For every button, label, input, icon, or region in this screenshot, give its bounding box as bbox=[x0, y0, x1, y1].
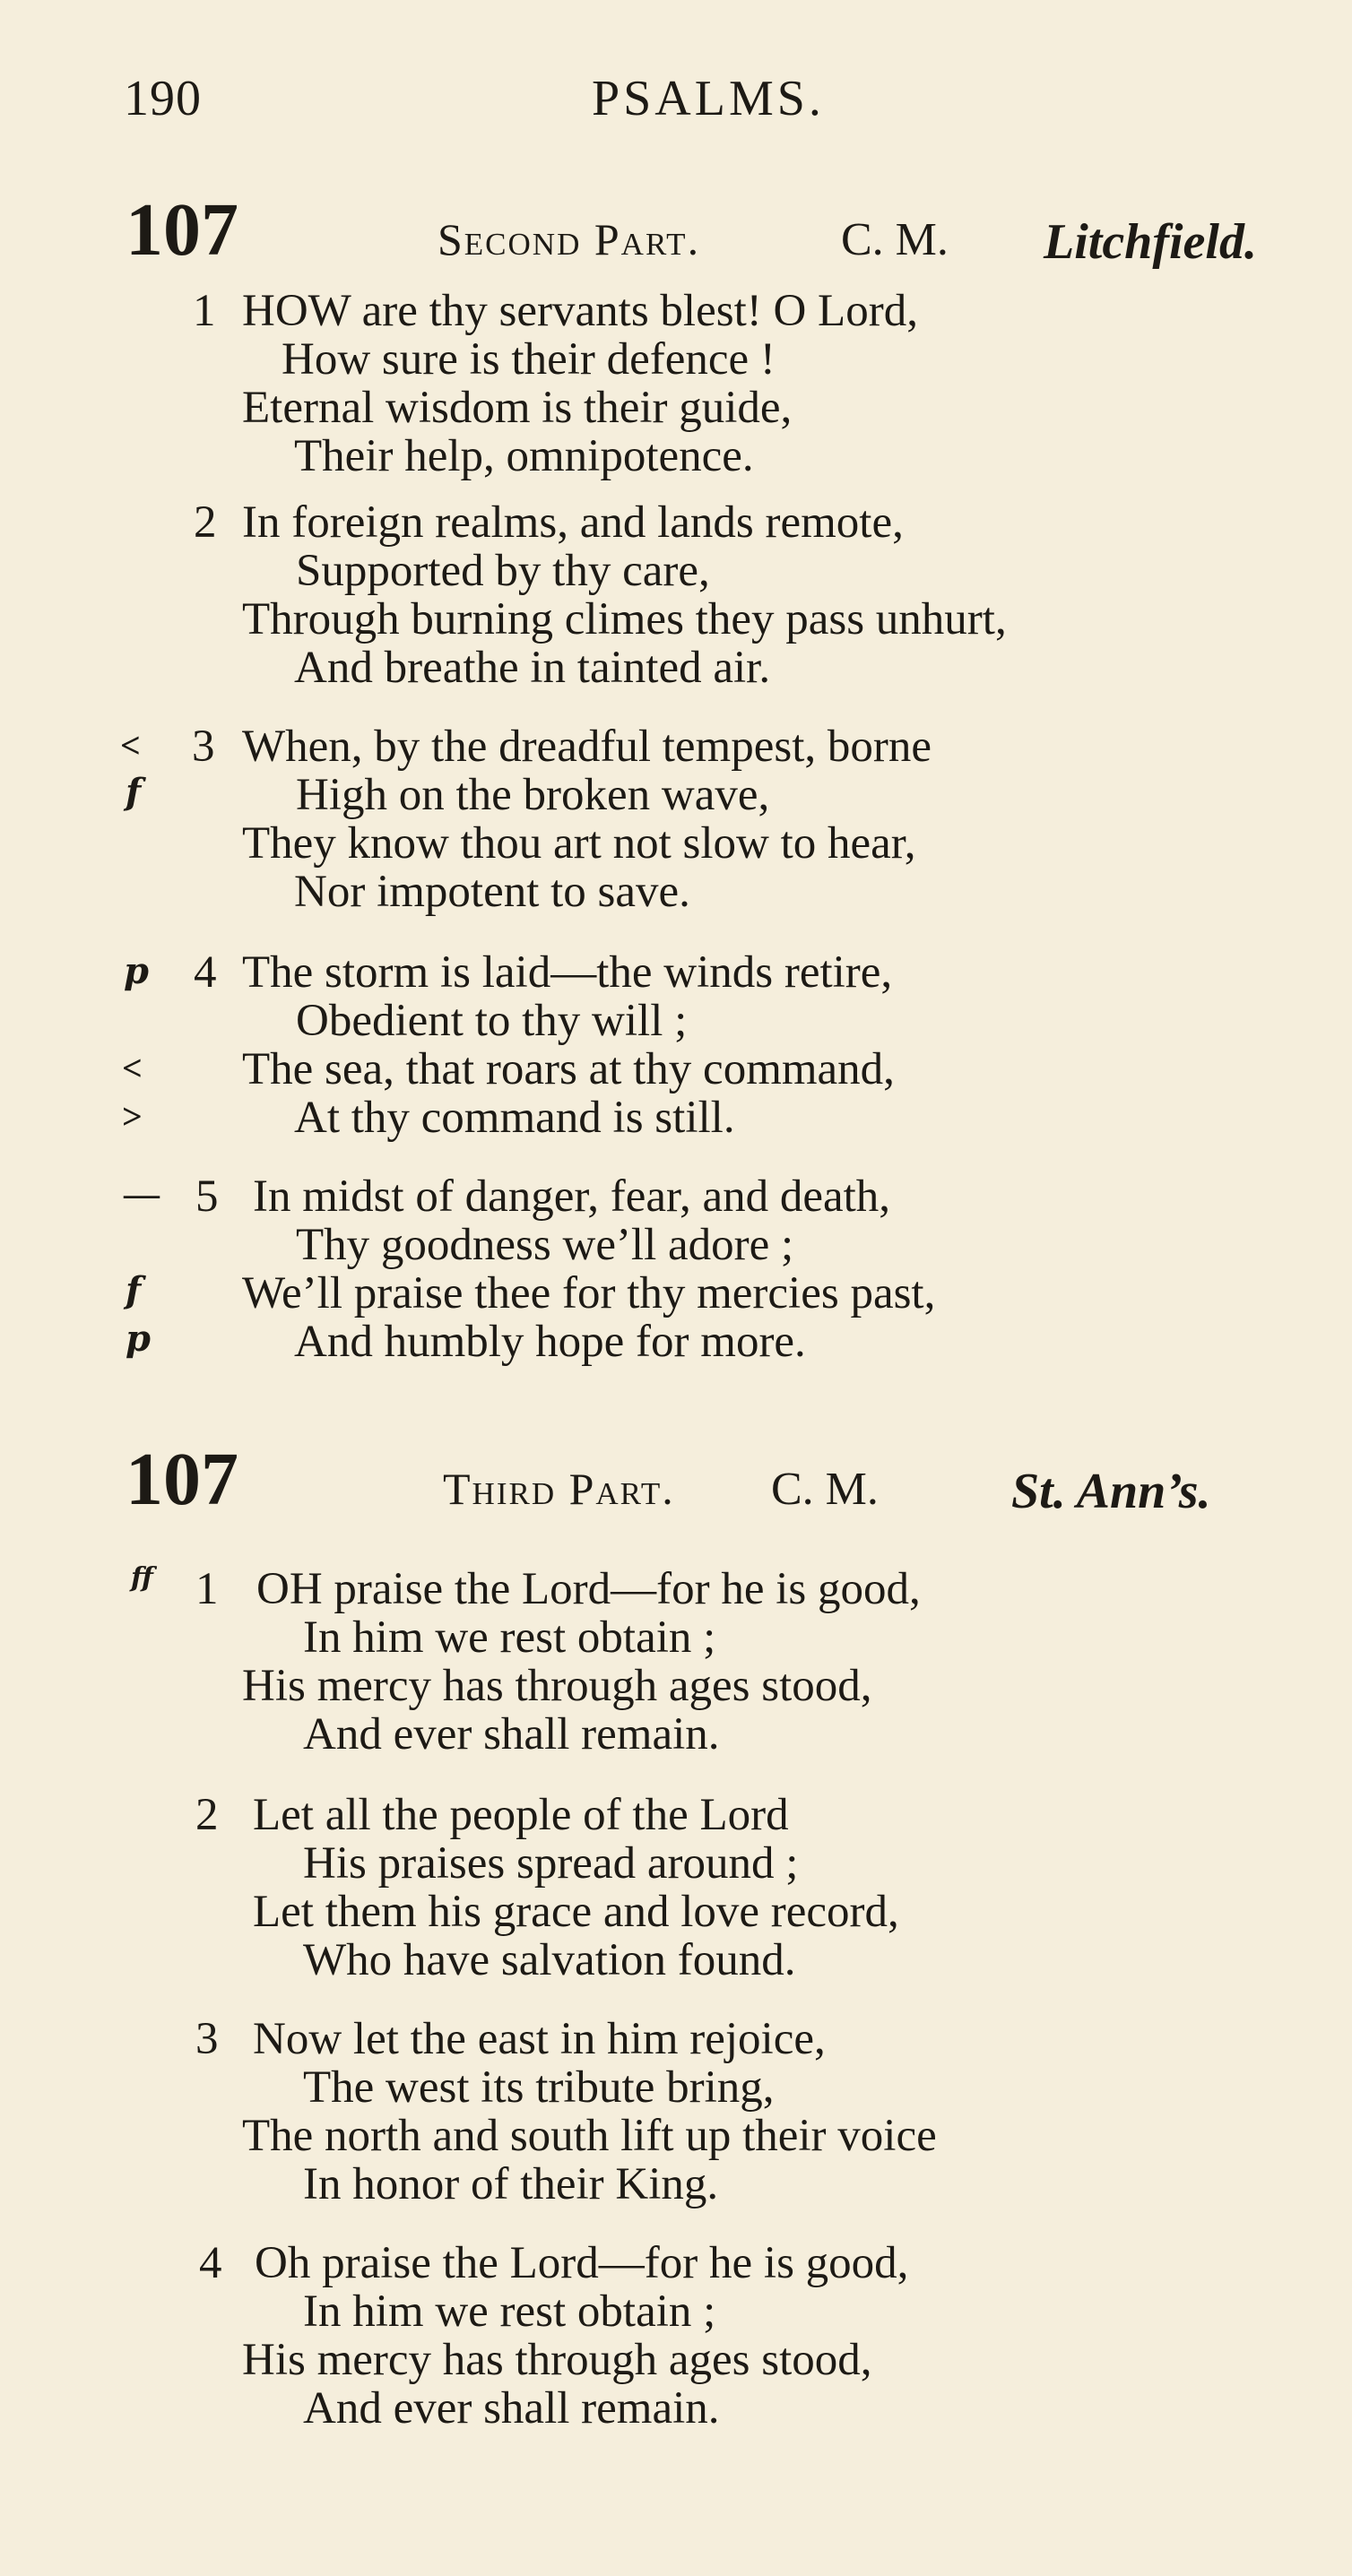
verse-line: Their help, omnipotence. bbox=[294, 431, 754, 481]
verse-line: Let them his grace and love record, bbox=[253, 1887, 899, 1937]
hymn-meter: C. M. bbox=[771, 1464, 879, 1515]
verse-line: When, by the dreadful tempest, borne bbox=[242, 722, 932, 772]
piano-mark: p bbox=[124, 950, 149, 992]
diminuendo-mark: > bbox=[122, 1096, 143, 1137]
crescendo-mark: < bbox=[120, 725, 141, 765]
verse-line: In midst of danger, fear, and death, bbox=[253, 1171, 891, 1222]
verse-line: OH praise the Lord—for he is good, bbox=[256, 1564, 921, 1614]
verse-line: His praises spread around ; bbox=[303, 1838, 799, 1889]
verse-line: In honor of their King. bbox=[303, 2159, 719, 2209]
verse-line: And breathe in tainted air. bbox=[294, 643, 771, 693]
forte-mark: f bbox=[126, 1269, 142, 1311]
verse-line: We’ll praise thee for thy mercies past, bbox=[242, 1268, 936, 1318]
verse-line: Supported by thy care, bbox=[296, 546, 710, 596]
verse-line: Who have salvation found. bbox=[303, 1935, 796, 1985]
crescendo-mark: < bbox=[122, 1048, 143, 1088]
verse-line: They know thou art not slow to hear, bbox=[242, 818, 916, 869]
verse-number: 1 bbox=[193, 286, 216, 336]
hymn-number: 107 bbox=[126, 1438, 238, 1521]
verse-line: The north and south lift up their voice bbox=[242, 2111, 937, 2161]
verse-number: 2 bbox=[195, 1790, 219, 1840]
verse-line: Nor impotent to save. bbox=[294, 867, 690, 917]
verse-line: In foreign realms, and lands remote, bbox=[242, 497, 904, 548]
verse-line: His mercy has through ages stood, bbox=[242, 1661, 872, 1711]
verse-line: High on the broken wave, bbox=[296, 770, 770, 820]
verse-line: Let all the people of the Lord bbox=[253, 1790, 789, 1840]
verse-number: 3 bbox=[195, 2014, 219, 2064]
verse-line: The west its tribute bring, bbox=[303, 2062, 775, 2113]
verse-number: 5 bbox=[195, 1171, 219, 1222]
verse-line: HOW are thy servants blest! O Lord, bbox=[242, 286, 918, 336]
hymn-heading bbox=[126, 186, 1289, 272]
verse-line: In him we rest obtain ; bbox=[303, 2286, 716, 2337]
verse-line: And ever shall remain. bbox=[303, 2383, 720, 2433]
piano-mark: p bbox=[126, 1318, 151, 1360]
verse-line: In him we rest obtain ; bbox=[303, 1612, 716, 1663]
forte-mark: f bbox=[126, 771, 142, 813]
verse-line: Obedient to thy will ; bbox=[296, 996, 688, 1046]
verse-line: At thy command is still. bbox=[294, 1093, 735, 1143]
hymn-heading bbox=[126, 1436, 1289, 1521]
verse-line: The sea, that roars at thy command, bbox=[242, 1044, 895, 1094]
running-head bbox=[124, 70, 1289, 133]
verse-line: The storm is laid—the winds retire, bbox=[242, 947, 893, 998]
running-title: PSALMS. bbox=[592, 71, 825, 126]
verse-number: 3 bbox=[192, 722, 215, 772]
verse-line: And ever shall remain. bbox=[303, 1709, 720, 1759]
verse-number: 4 bbox=[194, 947, 217, 998]
verse-line: Oh praise the Lord—for he is good, bbox=[255, 2238, 909, 2288]
verse-line: And humbly hope for more. bbox=[294, 1317, 806, 1367]
hymn-part: Second Part. bbox=[438, 214, 701, 264]
hymn-part: Third Part. bbox=[443, 1464, 675, 1514]
verse-line: How sure is their defence ! bbox=[282, 334, 776, 385]
verse-number: 1 bbox=[195, 1564, 219, 1614]
verse-number: 2 bbox=[194, 497, 217, 548]
verse-line: Now let the east in him rejoice, bbox=[253, 2014, 826, 2064]
page-number: 190 bbox=[124, 71, 202, 126]
dash-mark: — bbox=[124, 1173, 160, 1214]
verse-line: Eternal wisdom is their guide, bbox=[242, 383, 793, 433]
verse-number: 4 bbox=[199, 2238, 222, 2288]
verse-line: Through burning climes they pass unhurt, bbox=[242, 594, 1007, 644]
verse-line: His mercy has through ages stood, bbox=[242, 2335, 872, 2385]
verse-line: Thy goodness we’ll adore ; bbox=[296, 1220, 794, 1270]
hymn-number: 107 bbox=[126, 188, 238, 272]
hymn-tune: Litchfield. bbox=[1044, 214, 1257, 270]
hymn-tune: St. Ann’s. bbox=[1011, 1464, 1211, 1519]
hymn-meter: C. M. bbox=[841, 214, 949, 265]
fortissimo-mark: ff bbox=[131, 1562, 153, 1594]
